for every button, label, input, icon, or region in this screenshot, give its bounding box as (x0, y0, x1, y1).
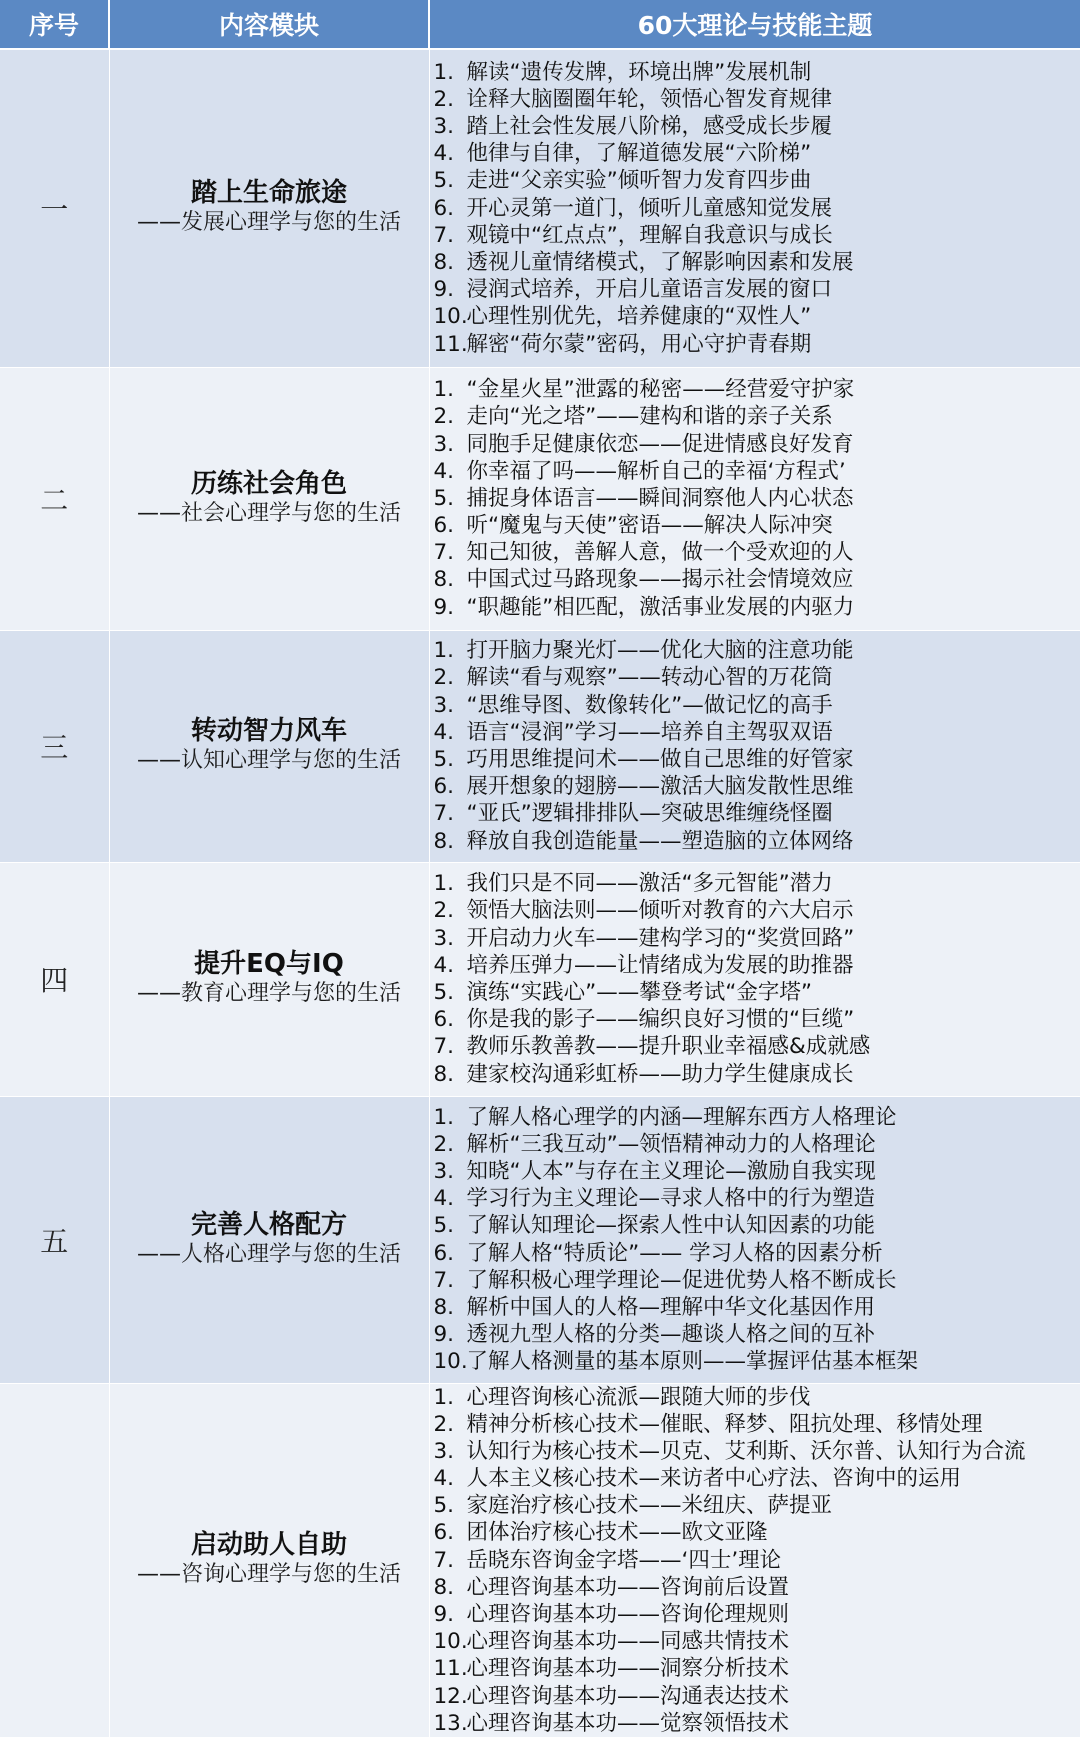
topic-item (434, 431, 1080, 458)
topics-cell (429, 49, 1080, 367)
topic-number: 2. (434, 403, 467, 430)
topic-text: 心理咨询基本功——觉察领悟技术 (467, 1711, 790, 1736)
module-row (0, 367, 1080, 630)
topic-text: 知己知彼，善解人意，做一个受欢迎的人 (467, 540, 854, 565)
topic-list (434, 637, 1080, 855)
topics-cell (429, 367, 1080, 630)
topic-number: 2. (434, 86, 467, 113)
module-title: 历练社会角色 (110, 469, 429, 499)
topic-item (434, 719, 1080, 746)
topic-item (434, 1574, 1080, 1601)
topic-text: 知晓“人本”与存在主义理论—激励自我实现 (467, 1159, 876, 1184)
topic-number: 3. (434, 431, 467, 458)
topic-number: 5. (434, 485, 467, 512)
topic-text: 心理咨询核心流派—跟随大师的步伐 (467, 1385, 811, 1410)
module-seq (0, 1383, 109, 1737)
topic-text: 观镜中“红点点”，理解自我意识与成长 (467, 223, 833, 248)
topic-text: 心理性别优先，培养健康的“双性人” (467, 304, 812, 329)
topic-item (434, 59, 1080, 86)
topic-text: 开启动力火车——建构学习的“奖赏回路” (467, 926, 855, 951)
topic-text: 建家校沟通彩虹桥——助力学生健康成长 (467, 1062, 854, 1087)
topic-number: 11. (434, 1655, 467, 1682)
topic-number: 2. (434, 1411, 467, 1438)
topic-item (434, 828, 1080, 855)
module-subtitle: ——认知心理学与您的生活 (110, 746, 429, 776)
topic-item (434, 1185, 1080, 1212)
topic-number: 11. (434, 331, 467, 358)
topic-text: 教师乐教善教——提升职业幸福感&成就感 (467, 1034, 871, 1059)
topic-item (434, 566, 1080, 593)
topic-number: 9. (434, 594, 467, 621)
topics-cell (429, 1383, 1080, 1737)
module-title: 提升EQ与IQ (110, 949, 429, 979)
topic-number: 6. (434, 1519, 467, 1546)
module-cell (109, 367, 429, 630)
topic-item (434, 1384, 1080, 1411)
topic-text: 心理咨询基本功——同感共情技术 (467, 1629, 790, 1654)
topic-text: 走向“光之塔”——建构和谐的亲子关系 (467, 404, 833, 429)
module-title: 启动助人自助 (110, 1530, 429, 1560)
module-cell (109, 49, 429, 367)
topic-item (434, 1601, 1080, 1628)
topic-item (434, 1547, 1080, 1574)
module-cell (109, 630, 429, 862)
topic-item (434, 594, 1080, 621)
module-subtitle: ——人格心理学与您的生活 (110, 1240, 429, 1270)
module-cell (109, 862, 429, 1096)
topic-number: 2. (434, 664, 467, 691)
topic-item (434, 1061, 1080, 1088)
topic-item (434, 331, 1080, 358)
topic-text: “职趣能”相匹配，激活事业发展的内驱力 (467, 595, 855, 620)
topic-item (434, 1438, 1080, 1465)
topic-number: 8. (434, 828, 467, 855)
topic-item (434, 249, 1080, 276)
topic-number: 2. (434, 897, 467, 924)
topic-number: 3. (434, 692, 467, 719)
topic-item (434, 1465, 1080, 1492)
topic-text: 了解积极心理学理论—促进优势人格不断成长 (467, 1268, 897, 1293)
topic-number: 10. (434, 303, 467, 330)
topic-text: 了解人格“特质论”—— 学习人格的因素分析 (467, 1241, 883, 1266)
topic-item (434, 86, 1080, 113)
topic-number: 6. (434, 512, 467, 539)
topic-item (434, 458, 1080, 485)
module-title: 转动智力风车 (110, 716, 429, 746)
topic-number: 10. (434, 1348, 467, 1375)
topics-cell (429, 1096, 1080, 1383)
topic-text: 透视九型人格的分类—趣谈人格之间的互补 (467, 1322, 876, 1347)
topic-text: 岳晓东咨询金字塔——‘四士’理论 (467, 1548, 782, 1573)
topic-item (434, 800, 1080, 827)
topic-item (434, 1492, 1080, 1519)
topic-text: 踏上社会性发展八阶梯，感受成长步履 (467, 114, 833, 139)
topic-text: 释放自我创造能量——塑造脑的立体网络 (467, 829, 854, 854)
topic-text: 中国式过马路现象——揭示社会情境效应 (467, 567, 854, 592)
topic-number: 6. (434, 1006, 467, 1033)
module-row (0, 862, 1080, 1096)
topic-list (434, 59, 1080, 358)
topic-number: 8. (434, 1061, 467, 1088)
topic-item (434, 773, 1080, 800)
topic-text: 你是我的影子——编织良好习惯的“巨缆” (467, 1007, 855, 1032)
topic-number: 3. (434, 1158, 467, 1185)
topic-number: 2. (434, 1131, 467, 1158)
topic-number: 7. (434, 1033, 467, 1060)
topic-number: 9. (434, 276, 467, 303)
topic-item (434, 195, 1080, 222)
topic-item (434, 637, 1080, 664)
topic-number: 4. (434, 140, 467, 167)
topic-item (434, 1033, 1080, 1060)
topic-text: 家庭治疗核心技术——米纽庆、萨提亚 (467, 1493, 833, 1518)
module-cell (109, 1383, 429, 1737)
topic-number: 7. (434, 800, 467, 827)
topic-number: 1. (434, 376, 467, 403)
topic-number: 1. (434, 870, 467, 897)
topic-text: 了解人格心理学的内涵—理解东西方人格理论 (467, 1105, 897, 1130)
topic-item (434, 1321, 1080, 1348)
topic-text: 你幸福了吗——解析自己的幸福‘方程式’ (467, 459, 846, 484)
module-seq: 四 (0, 862, 109, 1096)
topic-text: 我们只是不同——激活“多元智能”潜力 (467, 871, 833, 896)
topic-text: 了解人格测量的基本原则——掌握评估基本框架 (467, 1349, 919, 1374)
topic-text: 团体治疗核心技术——欧文亚隆 (467, 1520, 768, 1545)
module-seq: 三 (0, 630, 109, 862)
topic-item (434, 692, 1080, 719)
topic-text: 解读“遗传发牌，环境出牌”发展机制 (467, 60, 812, 85)
topic-text: 心理咨询基本功——洞察分析技术 (467, 1656, 790, 1681)
topic-item (434, 485, 1080, 512)
topics-cell (429, 630, 1080, 862)
topic-number: 6. (434, 1240, 467, 1267)
topic-item (434, 167, 1080, 194)
module-seq: 一 (0, 49, 109, 367)
topic-item (434, 276, 1080, 303)
topic-item (434, 512, 1080, 539)
topic-text: 心理咨询基本功——沟通表达技术 (467, 1684, 790, 1709)
topic-number: 1. (434, 1384, 467, 1411)
topic-item (434, 113, 1080, 140)
topic-number: 4. (434, 1185, 467, 1212)
topic-number: 9. (434, 1321, 467, 1348)
topic-item (434, 952, 1080, 979)
module-title: 踏上生命旅途 (110, 178, 429, 208)
topic-text: 听“魔鬼与天使”密语——解决人际冲突 (467, 513, 833, 538)
topic-text: 同胞手足健康依恋——促进情感良好发育 (467, 432, 854, 457)
topic-number: 1. (434, 637, 467, 664)
topic-item (434, 1267, 1080, 1294)
module-subtitle: ——社会心理学与您的生活 (110, 499, 429, 529)
topic-list (434, 1104, 1080, 1376)
module-title: 完善人格配方 (110, 1210, 429, 1240)
topic-number: 8. (434, 1574, 467, 1601)
table-body (0, 49, 1080, 1737)
topic-text: 捕捉身体语言——瞬间洞察他人内心状态 (467, 486, 854, 511)
topic-item (434, 1519, 1080, 1546)
header-topics: 60大理论与技能主题 (429, 0, 1080, 49)
topic-number: 8. (434, 249, 467, 276)
topic-text: 人本主义核心技术—来访者中心疗法、咨询中的运用 (467, 1466, 962, 1491)
topic-text: 心理咨询基本功——咨询伦理规则 (467, 1602, 790, 1627)
topic-item (434, 1240, 1080, 1267)
module-subtitle: ——教育心理学与您的生活 (110, 979, 429, 1009)
topic-number: 5. (434, 979, 467, 1006)
topic-item (434, 870, 1080, 897)
topic-text: “亚氏”逻辑排排队—突破思维缠绕怪圈 (467, 801, 833, 826)
topic-text: 领悟大脑法则——倾听对教育的六大启示 (467, 898, 854, 923)
topic-number: 5. (434, 746, 467, 773)
module-row (0, 630, 1080, 862)
topic-number: 6. (434, 195, 467, 222)
topic-text: 心理咨询基本功——咨询前后设置 (467, 1575, 790, 1600)
topic-text: 演练“实践心”——攀登考试“金字塔” (467, 980, 813, 1005)
topic-text: 诠释大脑圈圈年轮，领悟心智发育规律 (467, 87, 833, 112)
topic-text: 解密“荷尔蒙”密码，用心守护青春期 (467, 332, 812, 357)
topic-text: 解析中国人的人格—理解中华文化基因作用 (467, 1295, 876, 1320)
topic-item (434, 1348, 1080, 1375)
topic-number: 1. (434, 59, 467, 86)
topic-number: 1. (434, 1104, 467, 1131)
topic-item (434, 925, 1080, 952)
module-subtitle: ——发展心理学与您的生活 (110, 208, 429, 238)
topic-number: 13. (434, 1710, 467, 1737)
topic-text: “思维导图、数像转化”—做记忆的高手 (467, 693, 833, 718)
topic-item (434, 664, 1080, 691)
topic-number: 8. (434, 1294, 467, 1321)
topic-text: 巧用思维提问术——做自己思维的好管家 (467, 747, 854, 772)
topic-list (434, 1384, 1080, 1737)
topic-text: 展开想象的翅膀——激活大脑发散性思维 (467, 774, 854, 799)
topic-item (434, 1104, 1080, 1131)
topic-text: 精神分析核心技术—催眠、释梦、阻抗处理、移情处理 (467, 1412, 983, 1437)
topic-text: 打开脑力聚光灯——优化大脑的注意功能 (467, 638, 854, 663)
topic-number: 6. (434, 773, 467, 800)
topic-text: 走进“父亲实验”倾听智力发育四步曲 (467, 168, 812, 193)
topic-item (434, 1006, 1080, 1033)
topic-number: 4. (434, 719, 467, 746)
topic-item (434, 1628, 1080, 1655)
topic-item (434, 403, 1080, 430)
topic-text: 学习行为主义理论—寻求人格中的行为塑造 (467, 1186, 876, 1211)
header-module: 内容模块 (109, 0, 429, 49)
topic-number: 4. (434, 952, 467, 979)
module-subtitle: ——咨询心理学与您的生活 (110, 1560, 429, 1590)
topic-item (434, 1710, 1080, 1737)
topic-item (434, 1655, 1080, 1682)
topic-number: 7. (434, 1267, 467, 1294)
topic-text: “金星火星”泄露的秘密——经营爱守护家 (467, 377, 855, 402)
topic-item (434, 1131, 1080, 1158)
topic-number: 8. (434, 566, 467, 593)
module-row (0, 1383, 1080, 1737)
topic-list (434, 870, 1080, 1088)
topic-item (434, 746, 1080, 773)
topic-number: 12. (434, 1683, 467, 1710)
topic-text: 培养压弹力——让情绪成为发展的助推器 (467, 953, 854, 978)
topic-text: 开心灵第一道门，倾听儿童感知觉发展 (467, 196, 833, 221)
module-cell (109, 1096, 429, 1383)
topic-number: 3. (434, 113, 467, 140)
topic-number: 5. (434, 1492, 467, 1519)
topic-number: 3. (434, 925, 467, 952)
topic-text: 语言“浸润”学习——培养自主驾驭双语 (467, 720, 833, 745)
topic-item (434, 303, 1080, 330)
module-row (0, 1096, 1080, 1383)
topic-number: 5. (434, 1212, 467, 1239)
topic-item (434, 376, 1080, 403)
topic-text: 他律与自律，了解道德发展“六阶梯” (467, 141, 812, 166)
topic-number: 5. (434, 167, 467, 194)
header-row (0, 0, 1080, 49)
topic-item (434, 1158, 1080, 1185)
topic-number: 7. (434, 539, 467, 566)
topic-item (434, 140, 1080, 167)
topic-number: 9. (434, 1601, 467, 1628)
topic-item (434, 1212, 1080, 1239)
module-seq: 五 (0, 1096, 109, 1383)
topic-list (434, 376, 1080, 621)
topics-cell (429, 862, 1080, 1096)
topic-item (434, 1411, 1080, 1438)
topic-number: 4. (434, 1465, 467, 1492)
topic-number: 10. (434, 1628, 467, 1655)
topic-number: 4. (434, 458, 467, 485)
topic-text: 了解认知理论—探索人性中认知因素的功能 (467, 1213, 876, 1238)
topic-item (434, 222, 1080, 249)
topic-text: 解析“三我互动”—领悟精神动力的人格理论 (467, 1132, 876, 1157)
topic-number: 7. (434, 1547, 467, 1574)
topic-text: 透视儿童情绪模式，了解影响因素和发展 (467, 250, 854, 275)
topic-number: 3. (434, 1438, 467, 1465)
module-seq: 二 (0, 367, 109, 630)
header-seq: 序号 (0, 0, 109, 49)
topic-item (434, 979, 1080, 1006)
topic-number: 7. (434, 222, 467, 249)
topic-text: 认知行为核心技术—贝克、艾利斯、沃尔普、认知行为合流 (467, 1439, 1026, 1464)
topic-item (434, 1294, 1080, 1321)
topic-item (434, 539, 1080, 566)
module-row (0, 49, 1080, 367)
topic-text: 解读“看与观察”——转动心智的万花筒 (467, 665, 833, 690)
topic-text: 浸润式培养，开启儿童语言发展的窗口 (467, 277, 833, 302)
topic-item (434, 1683, 1080, 1710)
topic-item (434, 897, 1080, 924)
